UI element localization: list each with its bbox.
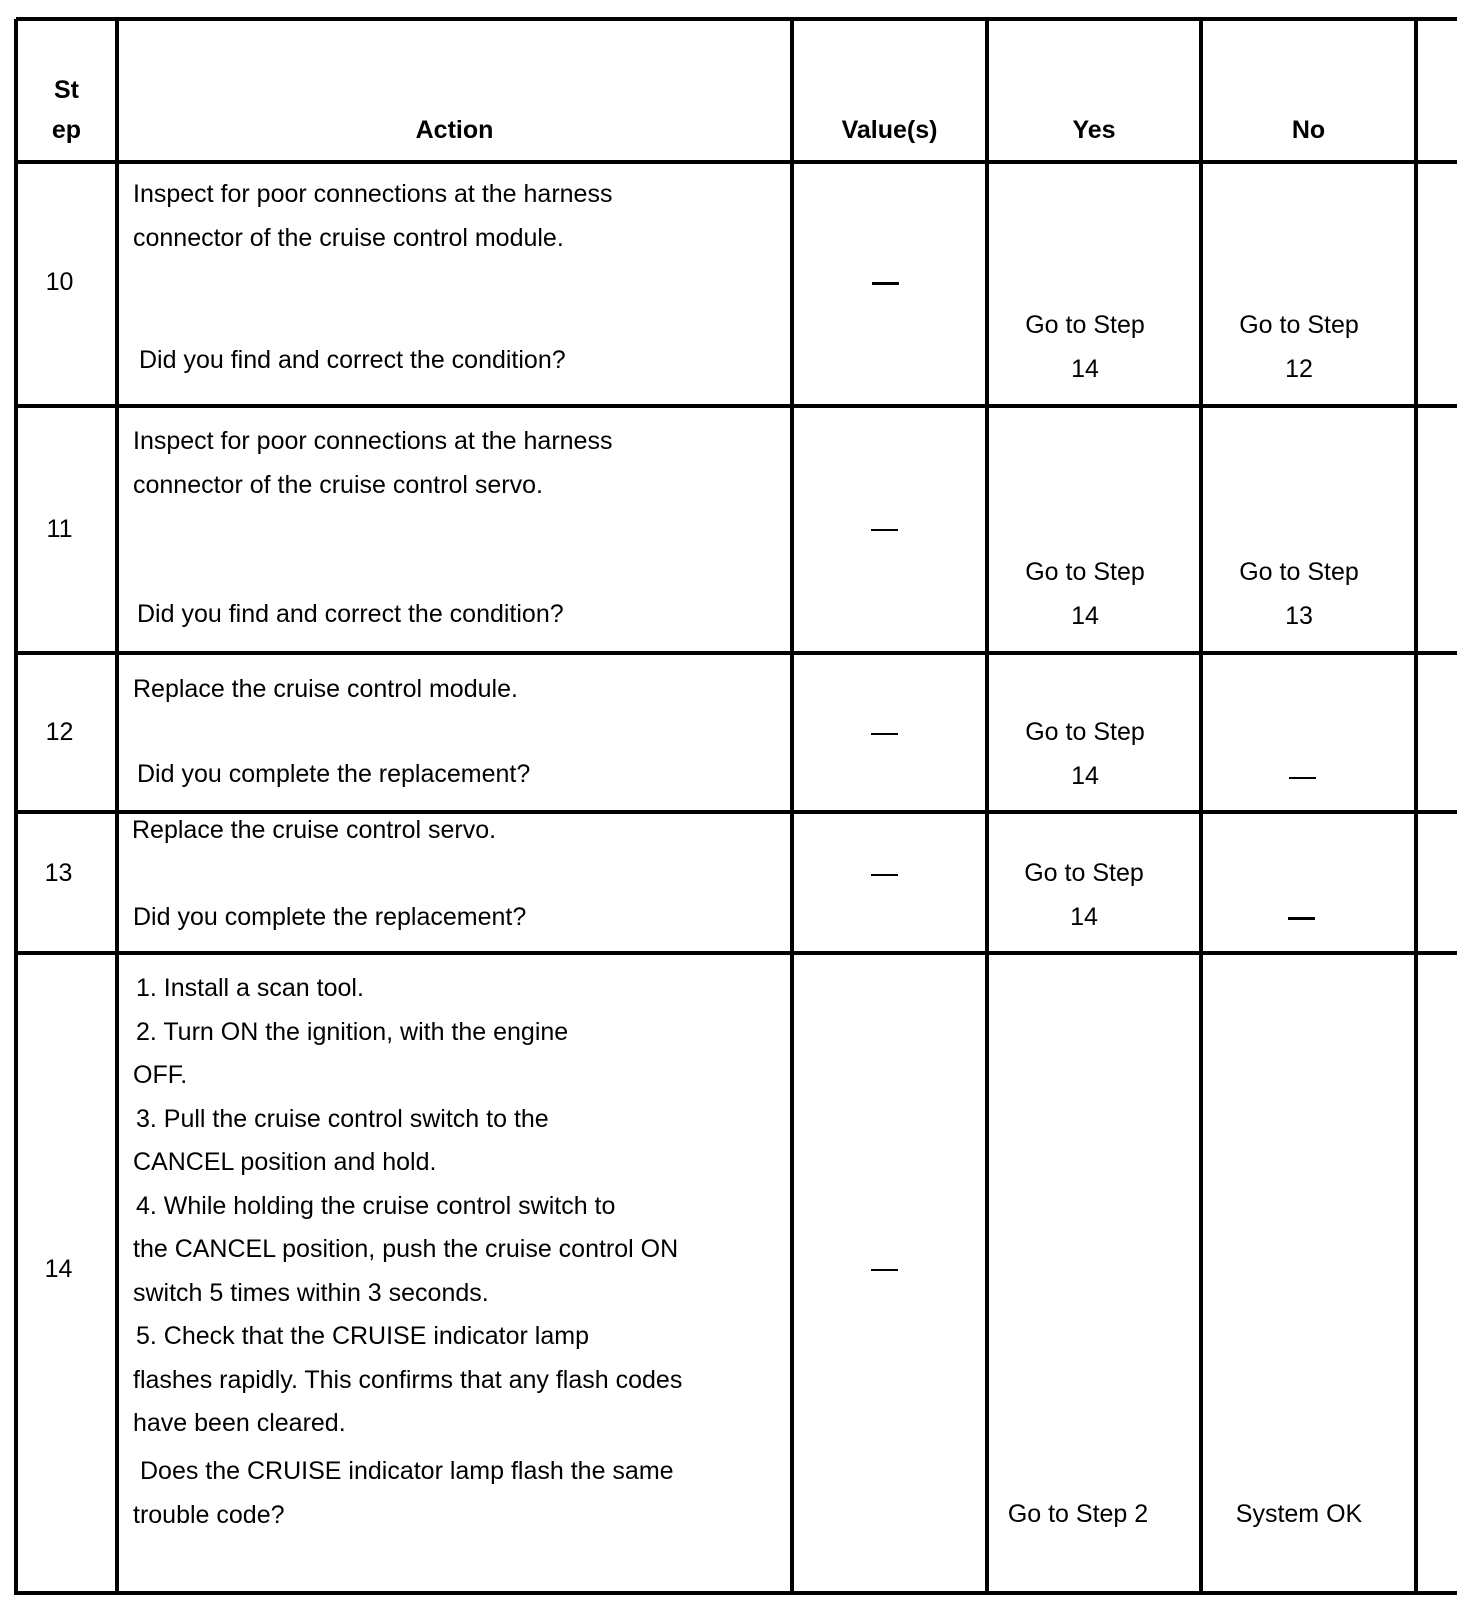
yes-result xyxy=(989,710,1181,798)
header-step xyxy=(18,70,115,150)
yes-line: Go to Step xyxy=(1025,558,1145,586)
no-result xyxy=(1203,303,1395,391)
no-line: 13 xyxy=(1285,602,1313,630)
question-line: trouble code? xyxy=(133,1501,285,1529)
action-line: connector of the cruise control module. xyxy=(133,224,564,252)
no-result xyxy=(1203,550,1395,638)
header-action: Action xyxy=(415,116,494,144)
no-dash xyxy=(1288,917,1315,920)
action-step-1: 1. Install a scan tool. xyxy=(136,974,364,1002)
value-dash xyxy=(871,733,898,735)
action-text xyxy=(132,808,782,852)
action-line: Replace the cruise control module. xyxy=(133,675,518,703)
column-divider xyxy=(985,19,989,1595)
header-step-line1: St xyxy=(54,76,79,104)
no-result: System OK xyxy=(1235,1500,1363,1528)
row-divider xyxy=(16,404,1457,408)
action-step-2-cont: OFF. xyxy=(133,1061,188,1089)
action-step-2: 2. Turn ON the ignition, with the engine xyxy=(136,1017,569,1046)
action-question: Did you complete the replacement? xyxy=(133,903,527,931)
yes-result xyxy=(989,550,1181,638)
row-divider xyxy=(16,651,1457,655)
no-line: 12 xyxy=(1285,355,1313,383)
yes-line: 14 xyxy=(1070,903,1098,931)
row-divider xyxy=(16,951,1457,955)
yes-line: 14 xyxy=(1071,602,1099,630)
action-step-4-cont: the CANCEL position, push the cruise control ON xyxy=(133,1235,679,1263)
header-values: Value(s) xyxy=(841,116,938,144)
step-number: 11 xyxy=(46,515,73,543)
value-dash xyxy=(871,874,898,876)
action-text xyxy=(133,419,783,507)
action-steps xyxy=(133,967,783,1446)
action-question xyxy=(133,1449,783,1537)
yes-line: Go to Step xyxy=(1025,718,1145,746)
header-no: No xyxy=(1291,116,1326,144)
action-question: Did you complete the replacement? xyxy=(137,760,531,788)
action-step-5-cont: have been cleared. xyxy=(133,1409,346,1437)
table-border-bottom xyxy=(16,1591,1457,1595)
action-text xyxy=(133,667,783,711)
table-border-top xyxy=(16,17,1457,21)
action-step-5-cont: flashes rapidly. This confirms that any flash codes xyxy=(133,1365,683,1394)
no-line: Go to Step xyxy=(1239,558,1359,586)
action-line: Inspect for poor connections at the harness xyxy=(133,180,613,208)
no-dash xyxy=(1289,777,1316,779)
action-step-4: 4. While holding the cruise control switch to xyxy=(136,1191,616,1220)
action-line: Inspect for poor connections at the harness xyxy=(133,427,613,455)
table-border-left xyxy=(14,19,18,1595)
yes-result xyxy=(989,303,1181,391)
value-dash xyxy=(871,1269,898,1271)
step-number: 13 xyxy=(44,859,73,887)
action-question: Did you find and correct the condition? xyxy=(139,346,566,374)
action-step-3: 3. Pull the cruise control switch to the xyxy=(136,1104,549,1133)
action-step-4-cont: switch 5 times within 3 seconds. xyxy=(133,1278,489,1307)
step-number: 14 xyxy=(44,1255,73,1283)
action-question: Did you find and correct the condition? xyxy=(137,600,564,628)
header-divider xyxy=(16,160,1457,164)
column-divider xyxy=(790,19,794,1595)
header-step-line2: ep xyxy=(51,116,82,144)
no-line: Go to Step xyxy=(1239,311,1359,339)
yes-line: Go to Step xyxy=(1025,311,1145,339)
column-divider xyxy=(115,19,119,1595)
yes-result xyxy=(988,851,1180,939)
column-divider xyxy=(1199,19,1203,1595)
table-border-right xyxy=(1414,19,1418,1595)
step-number: 10 xyxy=(45,268,74,296)
value-dash xyxy=(872,282,899,285)
yes-result: Go to Step 2 xyxy=(1007,1500,1149,1528)
yes-line: 14 xyxy=(1071,762,1099,790)
action-line: Replace the cruise control servo. xyxy=(132,816,497,844)
yes-line: Go to Step xyxy=(1024,859,1144,887)
yes-line: 14 xyxy=(1071,355,1099,383)
step-number: 12 xyxy=(45,718,74,746)
value-dash xyxy=(871,529,898,531)
action-text xyxy=(133,172,783,260)
action-step-5: 5. Check that the CRUISE indicator lamp xyxy=(136,1322,589,1350)
action-step-3-cont: CANCEL position and hold. xyxy=(133,1148,437,1176)
action-line: connector of the cruise control servo. xyxy=(133,471,543,499)
header-yes: Yes xyxy=(1072,116,1116,144)
question-line: Does the CRUISE indicator lamp flash the same xyxy=(140,1457,674,1485)
